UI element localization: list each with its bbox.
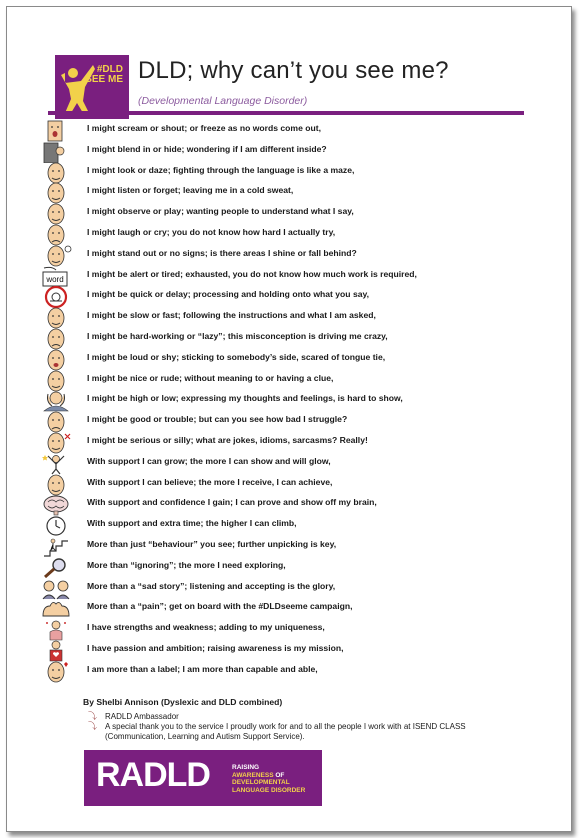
author-credit: By Shelbi Annison (Dyslexic and DLD combined) [83, 697, 283, 707]
poem-line [40, 640, 540, 661]
thought-bubble-face-icon [40, 245, 72, 267]
poem-line-text: I might scream or shout; or freeze as no words come out, [87, 123, 321, 133]
dazed-face-icon [40, 162, 72, 184]
thinking-face-icon [40, 203, 72, 225]
radld-tag-line1: RAISING [232, 764, 260, 771]
poem-line-text: With support and extra time; the higher I can climb, [87, 518, 297, 529]
note-ambassador-text: RADLD Ambassador [105, 712, 179, 721]
poem-line [40, 370, 540, 391]
poem-line [40, 474, 540, 495]
poem-line-text: I have strengths and weakness; adding to my uniqueness, [87, 622, 325, 633]
magnifying-glass-icon [40, 557, 72, 579]
climbing-stairs-icon [40, 536, 72, 558]
note-thanks-text: A special thank you to the service I proudly work for and to all the people I work with at ISEND CLASS (Communication, Learning and Autism Support Service). [105, 722, 466, 741]
radld-logo [84, 750, 322, 806]
svg-text:word: word [46, 274, 64, 284]
logo-text-line2: SEE ME [85, 74, 123, 85]
strong-arms-icon [40, 598, 72, 620]
loud-face-icon [40, 349, 72, 371]
scream-face-icon [40, 120, 72, 142]
crying-face-icon [40, 224, 72, 246]
poem-line-text: I might be loud or shy; sticking to somebody’s side, scared of tongue tie, [87, 351, 386, 362]
radld-tagline [232, 764, 305, 794]
poem-line [40, 578, 540, 599]
head-in-hands-icon [40, 390, 72, 412]
radld-tag-line3: DEVELOPMENTAL [232, 779, 290, 787]
poem-line [40, 182, 540, 203]
arrow-bullet-icon: ⤵ [88, 721, 98, 731]
poem-line-text: I might listen or forget; leaving me in a cold sweat, [87, 185, 294, 196]
poem-line-text: With support and confidence I gain; I can prove and show off my brain, [87, 497, 377, 508]
poem-line-text: With support I can believe; the more I receive, I can achieve, [87, 476, 333, 487]
poem-line [40, 494, 540, 515]
talking-people-icon [40, 578, 72, 600]
slow-face-icon [40, 307, 72, 329]
brain-icon [40, 494, 72, 516]
poem-line-text: I might laugh or cry; you do not know how hard I actually try, [87, 226, 336, 237]
poem-lines [40, 120, 540, 682]
poem-line [40, 432, 540, 453]
poem-line-text: I might stand out or no signs; is there areas I shine or fall behind? [87, 247, 357, 258]
poem-line [40, 224, 540, 245]
poem-line-text: I might be high or low; expressing my thoughts and feelings, is hard to show, [87, 393, 403, 404]
poem-line-text: I might be good or trouble; but can you see how bad I struggle? [87, 414, 348, 425]
poem-line [40, 598, 540, 619]
poem-line-text: More than “ignoring”; the more I need exploring, [87, 559, 286, 570]
happy-face-icon [40, 474, 72, 496]
poem-line [40, 557, 540, 578]
confused-face-icon [40, 432, 72, 454]
radld-tag-line2 [232, 772, 305, 780]
poem-line [40, 120, 540, 141]
poem-line-text: I might be quick or delay; processing and holding onto what you say, [87, 289, 370, 300]
poem-line [40, 453, 540, 474]
poem-line-text: I am more than a label; I am more than capable and able, [87, 663, 318, 674]
page-subtitle: (Developmental Language Disorder) [138, 95, 308, 107]
cheering-person-icon [40, 453, 72, 475]
love-face-icon [40, 661, 72, 683]
poem-line [40, 141, 540, 162]
hiding-person-icon [40, 141, 72, 163]
poem-line [40, 307, 540, 328]
radld-tag-line4: LANGUAGE DISORDER [232, 786, 306, 794]
title-divider [48, 111, 524, 115]
poem-line-text: More than just “behaviour” you see; further unpicking is key, [87, 538, 337, 549]
poem-line [40, 390, 540, 411]
poem-line-text: I might blend in or hide; wondering if I am different inside? [87, 143, 327, 154]
dld-see-me-logo [55, 55, 129, 119]
poem-line-text: I might be slow or fast; following the instructions and what I am asked, [87, 310, 376, 321]
heart-person-icon [40, 640, 72, 662]
poem-line [40, 266, 540, 287]
poem-line [40, 286, 540, 307]
poem-line [40, 661, 540, 682]
poem-line-text: I might be nice or rude; without meaning to or having a clue, [87, 372, 334, 383]
radld-tag-awareness: AWARENESS [232, 771, 274, 779]
poem-line [40, 411, 540, 432]
poem-line-text: More than a “pain”; get on board with the #DLDseeme campaign, [87, 601, 353, 612]
shy-face-icon [40, 370, 72, 392]
logo-text [85, 65, 123, 85]
poem-line [40, 536, 540, 557]
poem-line [40, 515, 540, 536]
unique-person-icon [40, 619, 72, 641]
poem-line-text: With support I can grow; the more I can show and will glow, [87, 455, 331, 466]
poem-line [40, 328, 540, 349]
radld-tag-of: OF [273, 771, 285, 779]
arrow-bullet-icon: ⤵ [88, 711, 98, 721]
poem-line-text: I might be alert or tired; exhausted, you do not know how much work is required, [87, 268, 417, 279]
poem-line-text: I might observe or play; wanting people to understand what I say, [87, 206, 354, 217]
poem-line-text: More than a “sad story”; listening and accepting is the glory, [87, 580, 336, 591]
struggling-face-icon [40, 411, 72, 433]
listening-face-icon [40, 182, 72, 204]
poem-line [40, 162, 540, 183]
poem-line-text: I have passion and ambition; raising awareness is my mission, [87, 642, 344, 653]
clock-icon [40, 515, 72, 537]
poem-line-text: I might be hard-working or “lazy”; this misconception is driving me crazy, [87, 330, 388, 341]
worried-face-icon [40, 328, 72, 350]
poem-line-text: I might look or daze; fighting through the language is like a maze, [87, 164, 355, 175]
page-title: DLD; why can’t you see me? [138, 57, 449, 84]
poem-line-text: I might be serious or silly; what are jokes, idioms, sarcasms? Really! [87, 434, 368, 445]
poem-line [40, 619, 540, 640]
poem-line [40, 203, 540, 224]
logo-text-line1: #DLD [96, 64, 123, 75]
snail-sign-icon [40, 286, 72, 308]
poem-line [40, 245, 540, 266]
poem-line [40, 349, 540, 370]
radld-wordmark: RADLD [96, 756, 210, 794]
word-card-icon [40, 266, 72, 288]
